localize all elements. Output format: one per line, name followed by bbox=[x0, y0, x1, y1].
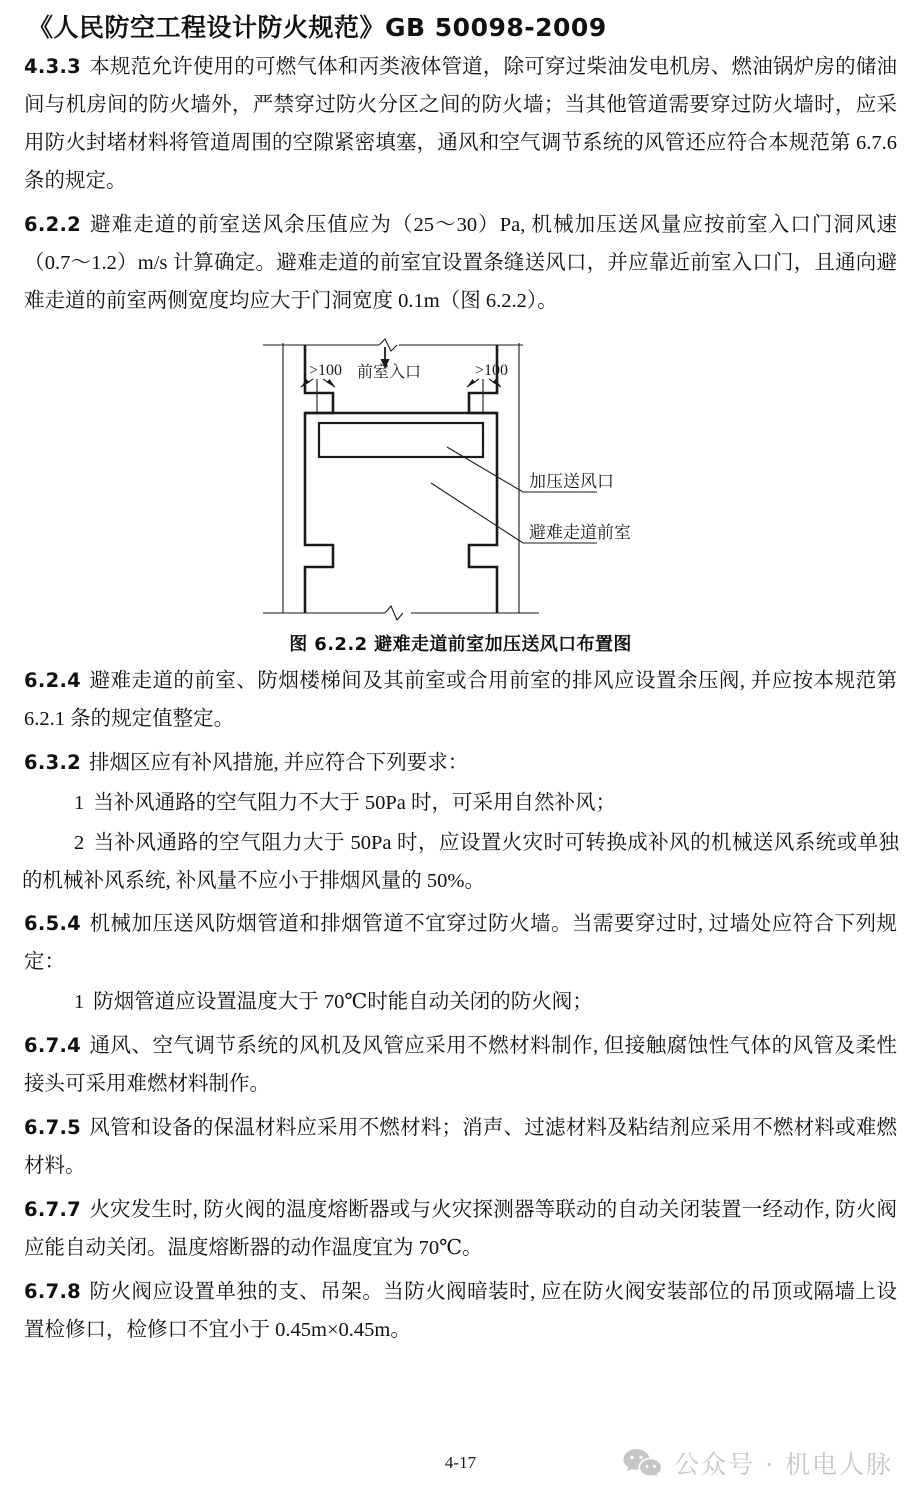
entrance-label: 前室入口 bbox=[356, 363, 421, 381]
clause-number: 6.7.4 bbox=[24, 1034, 82, 1058]
callout-label-vent: 加压送风口 bbox=[528, 471, 614, 491]
clause-6-2-4 bbox=[22, 663, 899, 739]
page-number: 4-17 bbox=[444, 1453, 477, 1472]
clause-6-3-2 bbox=[22, 745, 899, 783]
wechat-icon bbox=[622, 1447, 664, 1479]
clause-number: 6.3.2 bbox=[24, 750, 82, 774]
clause-text: 避难走道的前室送风余压值应为（25～30）Pa, 机械加压送风量应按前室入口门洞风速（0.7～1.2）m/s 计算确定。避难走道的前室宜设置条缝送风口，并应靠近前室入口门，且通向避难走道的前室两侧宽度均应大于门洞宽度 0.1m（图 6.2.2）。 bbox=[24, 213, 897, 312]
clause-6-2-2 bbox=[22, 207, 899, 321]
clause-number: 4.3.3 bbox=[24, 55, 82, 79]
subclause-marker: 1 bbox=[74, 791, 85, 814]
figure-6-2-2 bbox=[22, 335, 899, 657]
dimension-left bbox=[301, 379, 335, 413]
clause-number: 6.5.4 bbox=[24, 912, 82, 936]
clause-text: 本规范允许使用的可燃气体和丙类液体管道，除可穿过柴油发电机房、燃油锅炉房的储油间与机房间的防火墙外，严禁穿过防火分区之间的防火墙；当其他管道需要穿过防火墙时，应采用防火封堵材料将管道周围的空隙紧密填塞，通风和空气调节系统的风管还应符合本规范第 6.7.6 条的规定。 bbox=[24, 56, 897, 193]
clause-6-5-4 bbox=[22, 906, 899, 982]
clause-number: 6.7.7 bbox=[24, 1197, 82, 1221]
clause-text: 风管和设备的保温材料应采用不燃材料；消声、过滤材料及粘结剂应采用不燃材料或难燃材料。 bbox=[24, 1117, 897, 1177]
callout-label-room: 避难走道前室 bbox=[528, 522, 631, 542]
clause-number: 6.2.4 bbox=[24, 668, 82, 692]
break-symbol-icon bbox=[379, 339, 403, 620]
clause-text: 通风、空气调节系统的风机及风管应采用不燃材料制作, 但接触腐蚀性气体的风管及柔性接头可采用难燃材料制作。 bbox=[24, 1035, 897, 1096]
page-title: 《人民防空工程设计防火规范》GB 50098-2009 bbox=[28, 13, 607, 42]
dimension-right-label: >100 bbox=[474, 361, 508, 379]
clause-6-7-4 bbox=[22, 1028, 899, 1104]
subclause-marker: 1 bbox=[74, 991, 85, 1014]
dimension-right bbox=[467, 379, 501, 413]
clause-text: 机械加压送风防烟管道和排烟管道不宜穿过防火墙。当需要穿过时, 过墙处应符合下列规定： bbox=[24, 913, 897, 974]
figure-drawing bbox=[261, 335, 661, 625]
dimension-left-label: >100 bbox=[308, 361, 342, 379]
subclause-6-3-2-1 bbox=[22, 785, 899, 823]
clause-4-3-3 bbox=[22, 49, 899, 201]
clause-6-7-7 bbox=[22, 1192, 899, 1268]
clause-text: 防火阀应设置单独的支、吊架。当防火阀暗装时, 应在防火阀安装部位的吊顶或隔墙上设置检修口，检修口不宜小于 0.45m×0.45m。 bbox=[24, 1280, 897, 1341]
page-footer bbox=[0, 1445, 921, 1489]
clause-text: 避难走道的前室、防烟楼梯间及其前室或合用前室的排风应设置余压阀, 并应按本规范第 6.2.1 条的规定值整定。 bbox=[24, 669, 897, 730]
clause-number: 6.7.8 bbox=[24, 1279, 82, 1303]
subclause-6-3-2-2 bbox=[22, 825, 899, 901]
subclause-text: 当补风通路的空气阻力不大于 50Pa 时，可采用自然补风； bbox=[93, 791, 616, 814]
clause-text: 火灾发生时, 防火阀的温度熔断器或与火灾探测器等联动的自动关闭装置一经动作, 防火阀应能自动关闭。温度熔断器的动作温度宜为 70℃。 bbox=[24, 1198, 897, 1259]
clause-number: 6.7.5 bbox=[24, 1116, 82, 1140]
subclause-marker: 2 bbox=[74, 831, 85, 854]
clause-number: 6.2.2 bbox=[24, 212, 82, 236]
pressurized-air-vent-rect bbox=[319, 423, 483, 457]
clause-6-7-8 bbox=[22, 1274, 899, 1350]
vestibule-air-supply-diagram bbox=[261, 335, 661, 625]
subclause-6-5-4-1 bbox=[22, 984, 899, 1022]
watermark-text: 公众号 · 机电人脉 bbox=[674, 1450, 893, 1479]
clause-text: 排烟区应有补风措施, 并应符合下列要求： bbox=[89, 751, 469, 774]
figure-caption: 图 6.2.2 避难走道前室加压送风口布置图 bbox=[289, 633, 632, 655]
subclause-text: 当补风通路的空气阻力大于 50Pa 时，应设置火灾时可转换成补风的机械送风系统或单独的机械补风系统, 补风量不应小于排烟风量的 50%。 bbox=[22, 831, 899, 892]
clause-6-7-5 bbox=[22, 1110, 899, 1186]
vestibule-walls bbox=[305, 345, 497, 613]
subclause-text: 防烟管道应设置温度大于 70℃时能自动关闭的防火阀； bbox=[93, 991, 593, 1014]
watermark bbox=[622, 1445, 893, 1481]
